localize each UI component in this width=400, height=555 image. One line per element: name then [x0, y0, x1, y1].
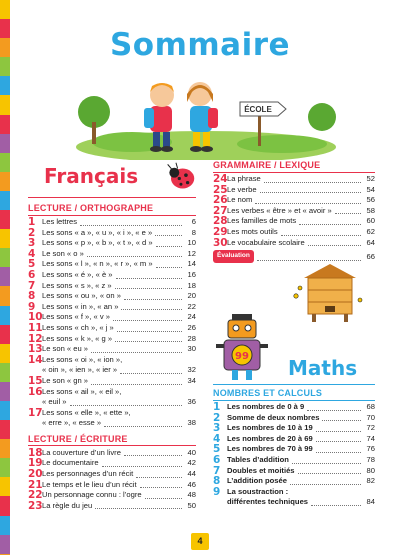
toc-number: 13 — [28, 343, 43, 356]
toc-label: Les sons « é », « è » — [42, 269, 113, 279]
section-grammaire: GRAMMAIRE / LEXIQUE — [213, 160, 375, 173]
toc-label: « euil » — [42, 397, 67, 407]
toc-entry[interactable] — [28, 458, 196, 469]
toc-number: 14 — [28, 353, 43, 366]
toc-entry[interactable] — [28, 291, 196, 302]
toc-number: 12 — [28, 332, 43, 345]
toc-page: 74 — [366, 433, 375, 443]
toc-page: 30 — [187, 344, 196, 354]
toc-label: Les familles de mots — [227, 216, 297, 226]
toc-entry[interactable] — [213, 423, 375, 434]
toc-label: Un personnage connu : l’ogre — [42, 490, 142, 500]
toc-page: 62 — [366, 226, 375, 236]
toc-number: 19 — [28, 457, 43, 470]
grammaire-column — [213, 160, 375, 263]
stripe-block — [0, 267, 10, 286]
stripe-block — [0, 325, 10, 344]
toc-page: 64 — [366, 237, 375, 247]
toc-number: 2 — [28, 226, 36, 239]
toc-label: Les sons « s », « z » — [42, 280, 112, 290]
stripe-block — [0, 172, 10, 191]
toc-page: 72 — [366, 423, 375, 433]
stripe-block — [0, 286, 10, 305]
toc-label: Les mots outils — [227, 226, 278, 236]
toc-number: 20 — [28, 468, 43, 481]
stripe-block — [0, 458, 10, 477]
stripe-block — [0, 363, 10, 382]
toc-page: 80 — [366, 465, 375, 475]
toc-label: Les sons « a », « u », « i », « e » — [42, 227, 153, 237]
toc-entry[interactable] — [28, 281, 196, 292]
toc-label: Les lettres — [42, 217, 78, 226]
toc-page: 40 — [187, 447, 196, 457]
toc-label: Le son « gn » — [42, 375, 89, 385]
toc-page: 16 — [187, 269, 196, 279]
toc-page: 34 — [187, 375, 196, 385]
toc-label: Les personnages d’un récit — [42, 469, 134, 479]
section-lecture-ecriture: LECTURE / ÉCRITURE — [28, 434, 196, 447]
toc-entry[interactable] — [213, 185, 375, 196]
toc-number: 7 — [28, 279, 36, 292]
stripe-block — [0, 535, 10, 554]
toc-entry[interactable] — [28, 302, 196, 313]
toc-label: Les verbes « être » et « avoir » — [227, 205, 332, 215]
toc-page: 12 — [187, 248, 196, 258]
toc-page: 44 — [187, 469, 196, 479]
section-nombres: NOMBRES ET CALCULS — [213, 388, 375, 401]
toc-page: 32 — [187, 365, 196, 375]
toc-number: 7 — [213, 464, 221, 477]
toc-page: 42 — [187, 458, 196, 468]
toc-entry[interactable] — [28, 501, 196, 512]
toc-entry[interactable] — [213, 238, 375, 249]
toc-entry[interactable] — [28, 448, 196, 459]
stripe-block — [0, 95, 10, 114]
toc-number: 6 — [28, 268, 36, 281]
toc-entry[interactable] — [213, 466, 375, 477]
toc-page: 6 — [191, 217, 196, 226]
toc-number: 21 — [28, 478, 43, 491]
toc-number: 8 — [213, 475, 221, 488]
evaluation-row[interactable] — [213, 250, 375, 263]
toc-entry[interactable] — [28, 323, 196, 334]
toc-label: Le documentaire — [42, 458, 99, 468]
toc-entry[interactable] — [213, 174, 375, 185]
toc-number: 18 — [28, 446, 43, 459]
toc-number: 26 — [213, 194, 228, 207]
toc-number: 15 — [28, 374, 43, 387]
toc-entry[interactable] — [213, 227, 375, 238]
stripe-block — [0, 344, 10, 363]
toc-number: 9 — [213, 485, 221, 498]
toc-label: Les sons « in », « an » — [42, 301, 119, 311]
toc-entry[interactable] — [28, 408, 196, 419]
stripe-block — [0, 229, 10, 248]
stripe-block — [0, 134, 10, 153]
children-illustration — [72, 62, 340, 160]
toc-label: « erre », « esse » — [42, 418, 102, 428]
toc-number: 30 — [213, 236, 228, 249]
toc-entry-continuation[interactable] — [28, 365, 196, 376]
toc-page: 50 — [187, 500, 196, 510]
beehive-icon — [290, 262, 368, 324]
toc-label: Le vocabulaire scolaire — [227, 237, 305, 247]
stripe-block — [0, 516, 10, 535]
toc-page: 46 — [187, 479, 196, 489]
toc-entry[interactable] — [213, 413, 375, 424]
toc-page: 14 — [187, 259, 196, 269]
toc-page: 54 — [366, 184, 375, 194]
evaluation-badge: Évaluation — [213, 250, 254, 263]
toc-label: Le verbe — [227, 184, 257, 194]
toc-page: 76 — [366, 444, 375, 454]
toc-label: Le temps et le lieu d’un récit — [42, 479, 137, 489]
toc-page: 10 — [187, 238, 196, 248]
toc-page: 78 — [366, 454, 375, 464]
stripe-block — [0, 115, 10, 134]
francais-heading: Français — [44, 164, 139, 188]
toc-label: Les sons « elle », « ette », — [42, 407, 131, 417]
toc-entry[interactable] — [28, 228, 196, 239]
toc-number: 17 — [28, 406, 43, 419]
francais-column — [28, 155, 196, 511]
toc-entry[interactable] — [213, 434, 375, 445]
toc-entry[interactable] — [28, 344, 196, 355]
toc-number: 22 — [28, 489, 43, 502]
toc-number: 29 — [213, 225, 228, 238]
toc-page: 26 — [187, 322, 196, 332]
toc-label: Doubles et moitiés — [227, 465, 295, 475]
toc-label: La soustraction : — [227, 486, 289, 496]
toc-label: L’addition posée — [227, 476, 287, 486]
stripe-block — [0, 477, 10, 496]
toc-label: Somme de deux nombres — [227, 412, 320, 422]
toc-number: 16 — [28, 385, 43, 398]
svg-text:ÉCOLE: ÉCOLE — [244, 105, 272, 114]
toc-entry[interactable] — [213, 206, 375, 217]
color-stripe — [0, 0, 10, 555]
toc-number: 5 — [213, 443, 221, 456]
toc-number: 10 — [28, 311, 43, 324]
stripe-block — [0, 382, 10, 401]
toc-entry[interactable] — [28, 480, 196, 491]
toc-page: 82 — [366, 476, 375, 486]
toc-number: 11 — [28, 321, 43, 334]
toc-label: Le nom — [227, 195, 253, 205]
stripe-block — [0, 191, 10, 210]
toc-label: Tables d’addition — [227, 454, 289, 464]
toc-label: Les nombres de 20 à 69 — [227, 433, 313, 443]
toc-page: 70 — [366, 412, 375, 422]
stripe-block — [0, 210, 10, 229]
toc-entry[interactable] — [28, 259, 196, 270]
toc-label: Les sons « ail », « eil », — [42, 386, 122, 396]
toc-page: 56 — [366, 195, 375, 205]
toc-entry-continuation[interactable] — [28, 418, 196, 429]
toc-label: Les nombres de 0 à 9 — [227, 402, 305, 411]
toc-number: 23 — [28, 499, 43, 512]
toc-page: 48 — [187, 490, 196, 500]
section-lecture-orthographe: LECTURE / ORTHOGRAPHE — [28, 203, 196, 216]
stripe-block — [0, 306, 10, 325]
toc-entry[interactable] — [28, 469, 196, 480]
toc-number: 24 — [213, 173, 228, 185]
page-title: Sommaire — [109, 27, 291, 63]
toc-number: 3 — [213, 422, 221, 435]
toc-label: Le son « o » — [42, 248, 84, 258]
toc-page: 20 — [187, 291, 196, 301]
stripe-block — [0, 401, 10, 420]
toc-number: 27 — [213, 204, 228, 217]
toc-page: 28 — [187, 333, 196, 343]
toc-label: Les sons « l », « n », « r », « m » — [42, 259, 153, 269]
toc-entry[interactable] — [213, 455, 375, 466]
toc-page: 38 — [187, 418, 196, 428]
toc-page: 52 — [366, 174, 375, 183]
toc-label: Les sons « f », « v » — [42, 312, 110, 322]
toc-number: 1 — [213, 401, 221, 413]
stripe-block — [0, 496, 10, 515]
toc-label: Les sons « ch », « j » — [42, 322, 114, 332]
evaluation-page: 66 — [366, 252, 375, 262]
toc-label: « oin », « ien », « ier » — [42, 365, 118, 375]
toc-entry[interactable] — [28, 249, 196, 260]
toc-page: 24 — [187, 312, 196, 322]
toc-entry-continuation[interactable] — [28, 397, 196, 408]
toc-label: Le son « eu » — [42, 344, 89, 354]
stripe-block — [0, 0, 10, 19]
stripe-block — [0, 153, 10, 172]
toc-entry[interactable] — [28, 387, 196, 398]
toc-entry[interactable] — [28, 355, 196, 366]
toc-page: 68 — [366, 402, 375, 411]
toc-label: Les sons « oi », « ion », — [42, 354, 123, 364]
toc-entry[interactable] — [213, 402, 375, 413]
toc-entry-continuation[interactable] — [213, 497, 375, 508]
maths-column — [213, 384, 375, 508]
toc-label: La règle du jeu — [42, 500, 93, 510]
toc-entry[interactable] — [28, 334, 196, 345]
stripe-block — [0, 76, 10, 95]
toc-page: 36 — [187, 397, 196, 407]
toc-entry[interactable] — [213, 487, 375, 498]
page-number: 4 — [191, 533, 209, 550]
ladybug-icon — [166, 159, 196, 193]
toc-entry[interactable] — [28, 376, 196, 387]
toc-label: Les nombres de 10 à 19 — [227, 423, 313, 433]
toc-number: 4 — [28, 247, 36, 260]
toc-number: 6 — [213, 453, 221, 466]
toc-entry[interactable] — [28, 270, 196, 281]
toc-label: Les nombres de 70 à 99 — [227, 444, 313, 454]
toc-number: 25 — [213, 183, 228, 196]
toc-entry[interactable] — [28, 217, 196, 228]
toc-page: 18 — [187, 280, 196, 290]
toc-label: Les sons « ou », « on » — [42, 291, 121, 301]
toc-label: La phrase — [227, 174, 261, 183]
stripe-block — [0, 420, 10, 439]
toc-entry[interactable] — [213, 476, 375, 487]
toc-number: 3 — [28, 237, 36, 250]
toc-number: 28 — [213, 215, 228, 228]
toc-number: 8 — [28, 290, 36, 303]
stripe-block — [0, 439, 10, 458]
toc-label: différentes techniques — [227, 497, 309, 507]
toc-page: 22 — [187, 301, 196, 311]
robot-badge-number: 99 — [235, 351, 249, 362]
toc-page: 58 — [366, 205, 375, 215]
toc-number: 5 — [28, 258, 36, 271]
toc-entry[interactable] — [213, 216, 375, 227]
toc-page: 60 — [366, 216, 375, 226]
toc-page: 8 — [191, 227, 196, 237]
toc-entry[interactable] — [28, 312, 196, 323]
stripe-block — [0, 248, 10, 267]
toc-entry[interactable] — [28, 238, 196, 249]
toc-label: Les sons « p », « b », « t », « d » — [42, 238, 153, 248]
maths-heading: Maths — [288, 356, 358, 380]
robot-icon — [214, 312, 270, 382]
toc-entry[interactable] — [213, 444, 375, 455]
toc-label: La couverture d’un livre — [42, 447, 121, 457]
toc-page: 84 — [366, 497, 375, 507]
toc-entry[interactable] — [28, 490, 196, 501]
toc-label: Les sons « k », « g » — [42, 333, 113, 343]
toc-entry[interactable] — [213, 195, 375, 206]
toc-number: 2 — [213, 411, 221, 424]
toc-number: 1 — [28, 216, 36, 228]
toc-number: 4 — [213, 432, 221, 445]
toc-number: 9 — [28, 300, 36, 313]
